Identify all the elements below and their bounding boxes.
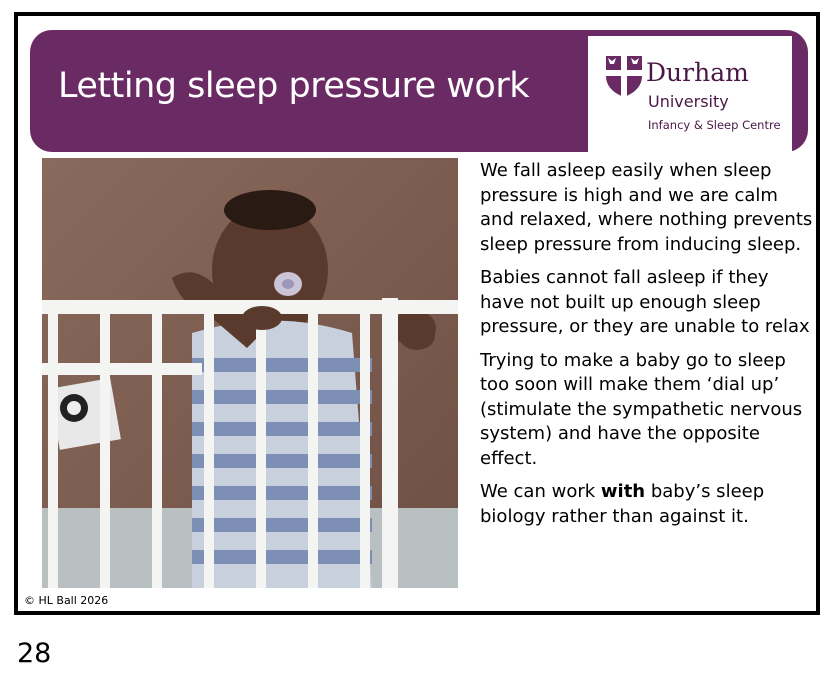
paragraph-3: Trying to make a baby go to sleep too soon will make them ‘dial up’ (stimulate the sympathetic nervous system) and have the opposite effect.	[480, 349, 803, 469]
university-logo	[588, 36, 792, 152]
paragraph-2: Babies cannot fall asleep if they have not built up enough sleep pressure, or they are unable to relax	[480, 267, 810, 337]
title-banner	[30, 30, 808, 152]
paragraph-1: We fall asleep easily when sleep pressure is high and we are calm and relaxed, where nothing prevents sleep pressure from inducing sleep.	[480, 160, 813, 255]
shield-icon	[604, 54, 644, 98]
slide	[14, 12, 820, 615]
logo-name: Durham	[646, 58, 749, 87]
logo-university: University	[648, 92, 729, 111]
copyright-text: © HL Ball 2026	[24, 594, 109, 607]
page-number: 28	[17, 638, 52, 669]
body-text	[480, 159, 816, 538]
paragraph-4	[480, 480, 816, 529]
paragraph-4-bold: with	[600, 481, 646, 502]
paragraph-4-after: baby’s sleep biology rather than against it.	[480, 481, 765, 527]
paragraph-4-before: We can work	[480, 481, 601, 502]
logo-centre: Infancy & Sleep Centre	[648, 118, 781, 132]
slide-title: Letting sleep pressure work	[58, 66, 529, 106]
baby-in-crib-photo	[42, 158, 458, 588]
